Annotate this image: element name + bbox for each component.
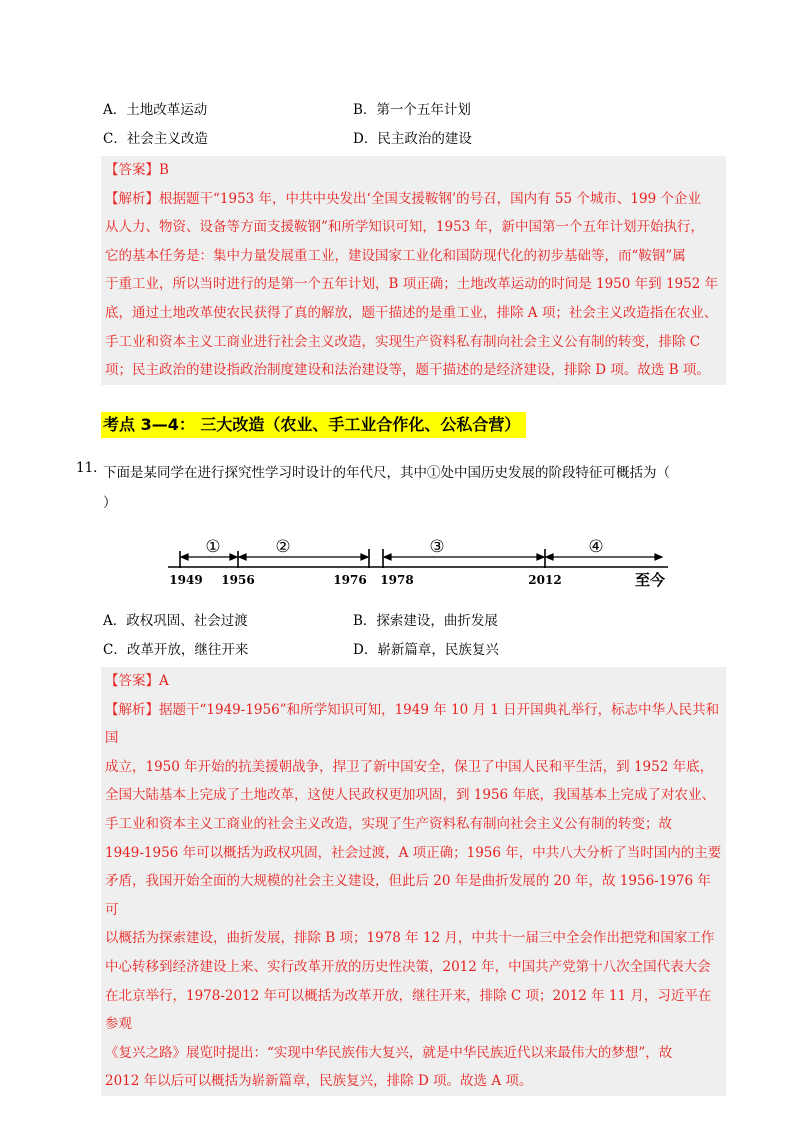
analysis-text: 根据题干“1953 年，中共中央发出‘全国支援鞍钢’的号召，国内有 55 个城市、199 个企业	[159, 190, 701, 207]
timeline-year: 1976	[333, 573, 367, 587]
q10-analysis-line: 从人力、物资、设备等方面支援鞍钢”和所学知识可知，1953 年，新中国第一个五年计划开始执行，	[105, 219, 705, 236]
q10-analysis-line: 手工业和资本主义工商业进行社会主义改造，实现生产资料私有制向社会主义公有制的转变，排除 C	[105, 333, 701, 350]
q10-answer-box	[101, 156, 726, 385]
answer-value: B	[159, 162, 169, 178]
q11-number: 11．	[76, 460, 107, 476]
timeline-year: 2012	[528, 573, 562, 587]
q11-analysis-line: 以概括为探索建设，曲折发展，排除 B 项；1978 年 12 月，中共十一届三中全会作出把党和国家工作	[105, 930, 715, 947]
q11-analysis-line: 《复兴之路》展览时提出：“实现中华民族伟大复兴，就是中华民族近代以来最伟大的梦想”，故	[105, 1044, 673, 1061]
analysis-tag: 【解析】	[105, 701, 159, 718]
q10-option-a: A．土地改革运动	[103, 102, 208, 118]
q11-analysis-line: 中心转移到经济建设上来、实行改革开放的历史性决策，2012 年，中国共产党第十八次全国代表大会	[105, 958, 711, 975]
q11-stem-line: ）	[103, 495, 117, 511]
analysis-text: 据题干“1949-1956”和所学知识可知，1949 年 10 月 1 日开国典礼举行，标志中华人民共和国	[105, 701, 720, 747]
q11-option-d: D．崭新篇章，民族复兴	[353, 642, 499, 658]
q10-analysis-line: 它的基本任务是：集中力量发展重工业，建设国家工业化和国防现代化的初步基础等，而“鞍钢”属	[105, 247, 686, 264]
answer-tag: 【答案】	[105, 162, 159, 178]
timeline-year: 1956	[221, 573, 255, 587]
q11-stem-line: 下面是某同学在进行探究性学习时设计的年代尺，其中①处中国历史发展的阶段特征可概括为（	[103, 465, 670, 481]
q11-stem	[103, 458, 723, 518]
timeline-year: 1949	[169, 573, 203, 587]
q11-analysis-line: 成立，1950 年开始的抗美援朝战争，捍卫了新中国安全，保卫了中国人民和平生活，到 1952 年底，	[105, 758, 714, 775]
section-heading: 考点 3—4： 三大改造（农业、手工业合作化、公私合营）	[101, 412, 526, 438]
timeline-figure	[150, 525, 670, 591]
timeline-segment-label: ③	[429, 537, 445, 557]
q11-analysis-line	[105, 696, 722, 753]
q10-option-b: B．第一个五年计划	[353, 102, 471, 118]
q11-option-b: B．探索建设，曲折发展	[353, 613, 498, 629]
answer-value: A	[159, 673, 169, 689]
q11-answer-box	[101, 667, 726, 1096]
q10-analysis-line: 底，通过土地改革使农民获得了真的解放，题干描述的是重工业，排除 A 项；社会主义改造指在农业、	[105, 304, 718, 321]
q10-option-d: D．民主政治的建设	[353, 131, 472, 147]
q11-analysis-line: 2012 年以后可以概括为崭新篇章，民族复兴，排除 D 项。故选 A 项。	[105, 1073, 533, 1090]
q11-analysis-line: 在北京举行，1978-2012 年可以概括为改革开放，继往开来，排除 C 项；2012 年 11 月，习近平在参观	[105, 987, 712, 1033]
timeline-end-label: 至今	[634, 571, 666, 589]
q10-answer-line	[105, 156, 722, 185]
analysis-tag: 【解析】	[105, 190, 159, 207]
q10-analysis-line	[105, 185, 722, 214]
q11-analysis-line: 全国大陆基本上完成了土地改革，这使人民政权更加巩固，到 1956 年底，我国基本上完成了对农业、	[105, 787, 715, 804]
q10-analysis-line: 于重工业，所以当时进行的是第一个五年计划，B 项正确；土地改革运动的时间是 1950 年到 1952 年	[105, 276, 719, 293]
q10-analysis-line: 项；民主政治的建设指政治制度建设和法治建设等，题干描述的是经济建设，排除 D 项。故选 B 项。	[105, 362, 710, 379]
q11-option-c: C．改革开放，继往开来	[103, 642, 249, 658]
q11-analysis-line: 矛盾，我国开始全面的大规模的社会主义建设，但此后 20 年是曲折发展的 20 年，故 1956-1976 年可	[105, 873, 711, 918]
answer-tag: 【答案】	[105, 673, 159, 689]
q11-analysis-line: 1949-1956 年可以概括为政权巩固，社会过渡，A 项正确；1956 年，中共八大分析了当时国内的主要	[105, 844, 722, 861]
timeline-segment-label: ④	[588, 537, 604, 557]
q10-option-c: C．社会主义改造	[103, 131, 208, 147]
q11-answer-line	[105, 667, 722, 696]
timeline-year: 1978	[380, 573, 414, 587]
timeline-segment-label: ②	[275, 537, 291, 557]
q11-option-a: A．政权巩固、社会过渡	[103, 613, 248, 629]
q11-analysis-line: 手工业和资本主义工商业的社会主义改造，实现了生产资料私有制向社会主义公有制的转变；故	[105, 815, 672, 832]
timeline-segment-label: ①	[205, 537, 221, 557]
